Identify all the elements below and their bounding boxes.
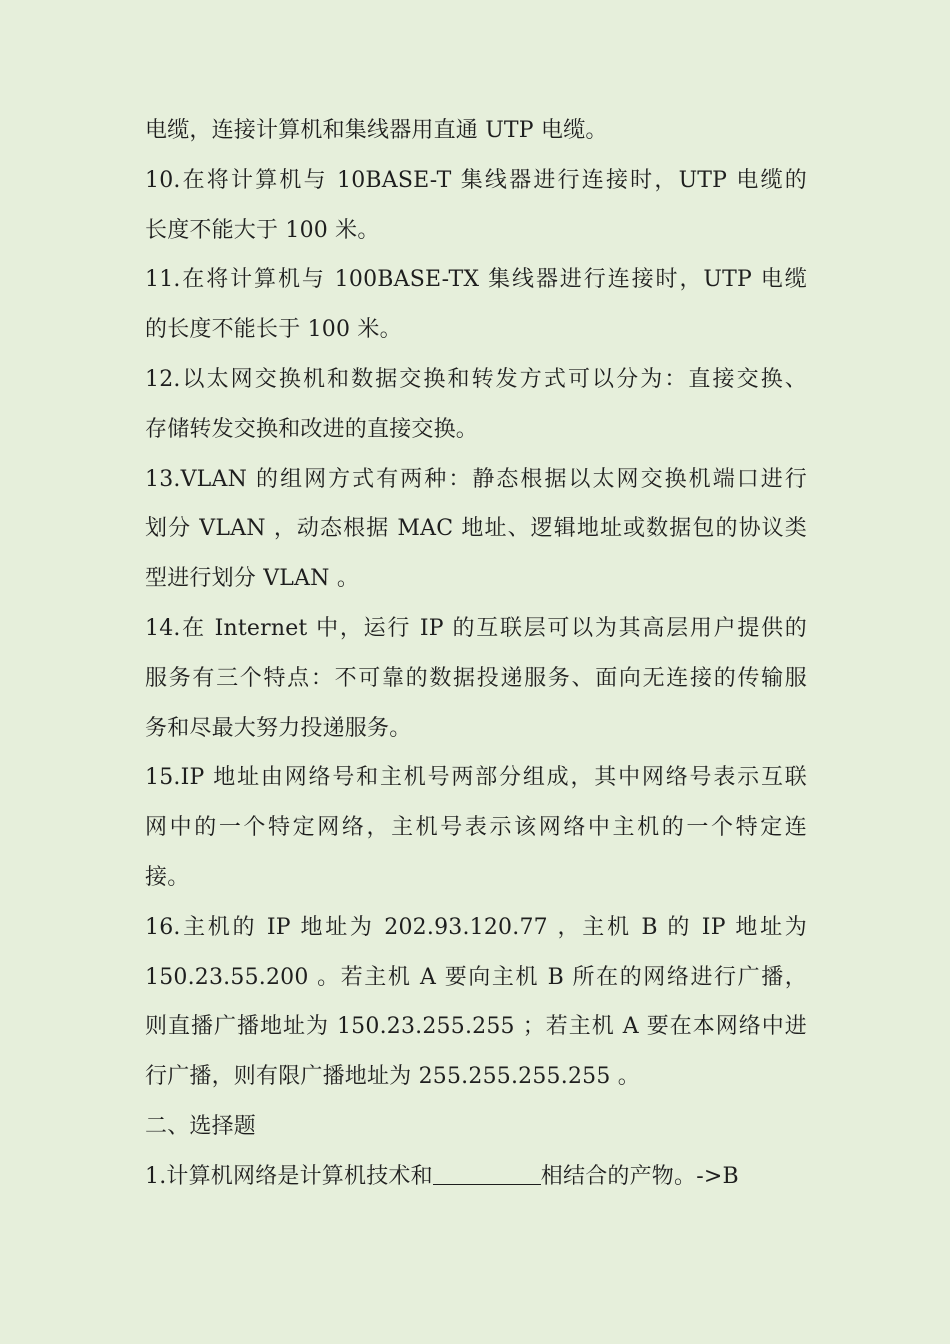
text-line: 13.VLAN 的组网方式有两种：静态根据以太网交换机端口进行 [145, 466, 807, 492]
text-line: 12.以太网交换机和数据交换和转发方式可以分为：直接交换、 [145, 366, 807, 392]
text-line: 存储转发交换和改进的直接交换。 [145, 416, 479, 442]
text-line: 10.在将计算机与 10BASE-T 集线器进行连接时，UTP 电缆的 [145, 167, 807, 193]
text-line: 则直播广播地址为 150.23.255.255 ；若主机 A 要在本网络中进 [145, 1014, 807, 1040]
text-line: 16.主机的 IP 地址为 202.93.120.77 ，主机 B 的 IP 地址为 [145, 914, 807, 940]
text-line: 务和尽最大努力投递服务。 [145, 715, 412, 741]
section-heading: 二、选择题 [145, 1113, 257, 1139]
document-page [145, 106, 807, 1202]
answer-blank [433, 1162, 541, 1185]
text-line: 划分 VLAN ，动态根据 MAC 地址、逻辑地址或数据包的协议类 [145, 516, 807, 542]
text-line: 14.在 Internet 中，运行 IP 的互联层可以为其高层用户提供的 [145, 615, 807, 641]
question-line [145, 1152, 807, 1202]
question-text-before: 1.计算机网络是计算机技术和 [145, 1163, 433, 1189]
text-line: 15.IP 地址由网络号和主机号两部分组成，其中网络号表示互联 [145, 765, 807, 791]
text-line: 接。 [145, 864, 190, 890]
text-line: 150.23.55.200 。若主机 A 要向主机 B 所在的网络进行广播， [145, 964, 807, 990]
text-line: 长度不能大于 100 米。 [145, 217, 380, 243]
question-text-after: 相结合的产物。->B [540, 1163, 739, 1189]
text-line: 网中的一个特定网络，主机号表示该网络中主机的一个特定连 [145, 815, 807, 841]
text-line: 的长度不能长于 100 米。 [145, 317, 402, 343]
text-line: 电缆，连接计算机和集线器用直通 UTP 电缆。 [145, 118, 608, 143]
text-line: 服务有三个特点：不可靠的数据投递服务、面向无连接的传输服 [145, 665, 807, 691]
text-line: 行广播，则有限广播地址为 255.255.255.255 。 [145, 1064, 640, 1090]
text-line: 11.在将计算机与 100BASE-TX 集线器进行连接时，UTP 电缆 [145, 267, 807, 293]
text-line: 型进行划分 VLAN 。 [145, 566, 360, 592]
